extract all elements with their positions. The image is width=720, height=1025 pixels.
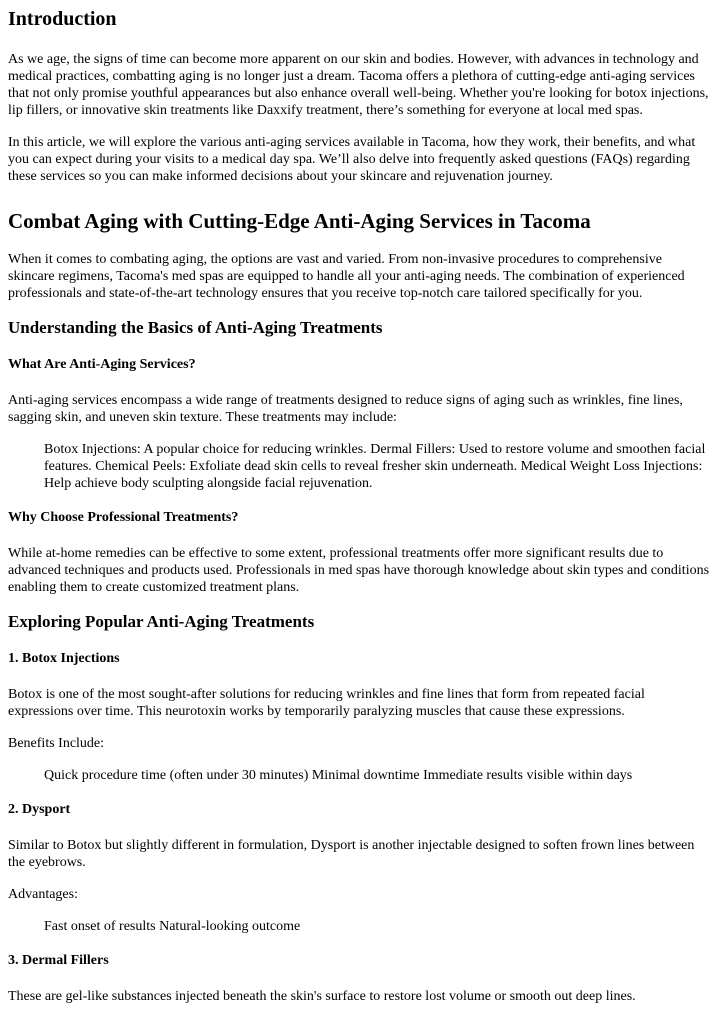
why-heading: Why Choose Professional Treatments? bbox=[8, 510, 239, 525]
why-paragraph: While at-home remedies can be effective to some extent, professional treatments offer more significant results due to advanced techniques and products used. Professionals in med spas have thorough knowledge about skin types and conditions enabling them to create customized treatment plans. bbox=[8, 546, 710, 595]
basics-heading: Understanding the Basics of Anti-Aging Treatments bbox=[8, 318, 383, 337]
fillers-heading: 3. Dermal Fillers bbox=[8, 953, 109, 968]
dysport-advantages-list: Fast onset of results Natural-looking outcome bbox=[44, 919, 301, 934]
what-paragraph: Anti-aging services encompass a wide range of treatments designed to reduce signs of aging such as wrinkles, fine lines, sagging skin, and uneven skin texture. These treatments may include: bbox=[8, 393, 683, 425]
intro-paragraph-2: In this article, we will explore the various anti-aging services available in Tacoma, how they work, their benefits, and what you can expect during your visits to a medical day spa. We’ll also delve into frequently asked questions (FAQs) regarding these services so you can make informed decisions about your skincare and rejuvenation journey. bbox=[8, 135, 696, 184]
what-heading: What Are Anti-Aging Services? bbox=[8, 357, 196, 372]
combat-heading: Combat Aging with Cutting-Edge Anti-Aging Services in Tacoma bbox=[8, 209, 591, 233]
combat-paragraph: When it comes to combating aging, the options are vast and varied. From non-invasive procedures to comprehensive skincare regimens, Tacoma's med spas are equipped to handle all your anti-aging needs. The combination of experienced professionals and state-of-the-art technology ensures that you receive top-notch care tailored specifically for you. bbox=[8, 252, 685, 301]
dysport-advantages-label: Advantages: bbox=[8, 887, 78, 902]
dysport-heading: 2. Dysport bbox=[8, 802, 71, 817]
what-treatments-list: Botox Injections: A popular choice for reducing wrinkles. Dermal Fillers: Used to restore volume and smoothen facial features. Chemical Peels: Exfoliate dead skin cells to reveal fresher skin underneath. Medical Weight Loss Injections: Help achieve body sculpting alongside facial rejuvenation. bbox=[44, 442, 706, 491]
botox-paragraph: Botox is one of the most sought-after solutions for reducing wrinkles and fine lines that form from repeated facial expressions over time. This neurotoxin works by temporarily paralyzing muscles that cause these expressions. bbox=[8, 687, 645, 719]
intro-heading: Introduction bbox=[8, 8, 117, 30]
botox-benefits-label: Benefits Include: bbox=[8, 736, 105, 751]
botox-benefits-list: Quick procedure time (often under 30 minutes) Minimal downtime Immediate results visible within days bbox=[44, 768, 633, 783]
botox-heading: 1. Botox Injections bbox=[8, 651, 120, 666]
dysport-paragraph: Similar to Botox but slightly different in formulation, Dysport is another injectable designed to soften frown lines between the eyebrows. bbox=[8, 838, 695, 870]
article bbox=[0, 8, 720, 1005]
popular-heading: Exploring Popular Anti-Aging Treatments bbox=[8, 612, 315, 631]
fillers-paragraph: These are gel-like substances injected beneath the skin's surface to restore lost volume or smooth out deep lines. bbox=[8, 989, 636, 1004]
intro-paragraph-1: As we age, the signs of time can become more apparent on our skin and bodies. However, with advances in technology and medical practices, combatting aging is no longer just a dream. Tacoma offers a plethora of cutting-edge anti-aging services that not only promise youthful appearances but also enhance overall well-being. Whether you're looking for botox injections, lip fillers, or innovative skin treatments like Daxxify treatment, there’s something for everyone at local med spas. bbox=[8, 52, 709, 118]
